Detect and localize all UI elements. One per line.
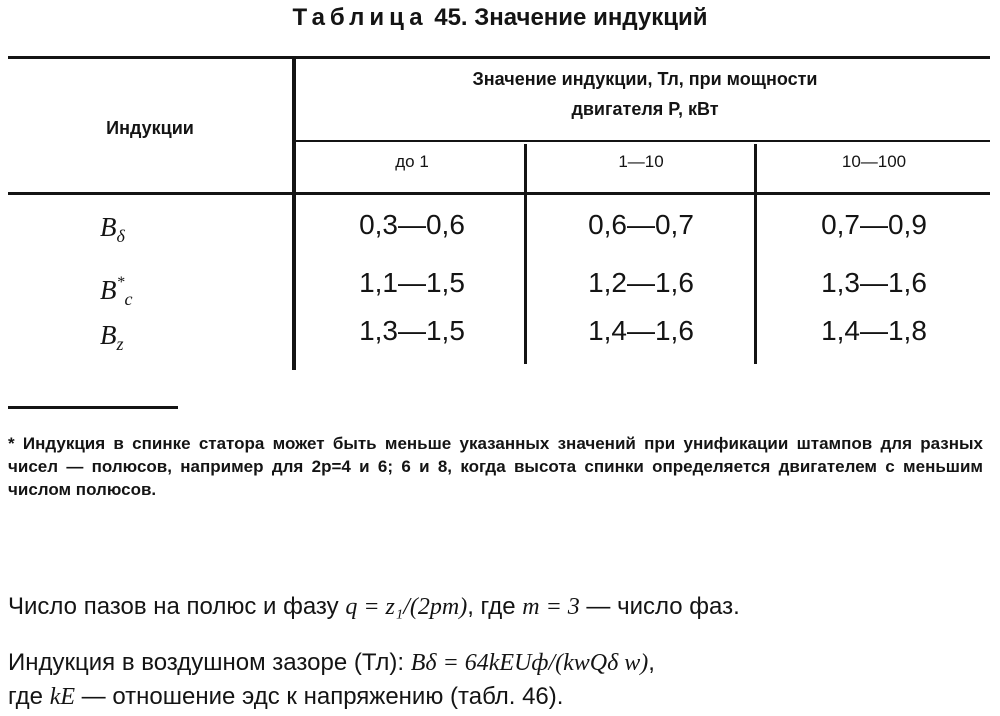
symbol-ke: kE: [49, 684, 76, 710]
table-top-rule: [8, 56, 990, 59]
caption-prefix: Таблица: [292, 4, 428, 31]
text-run: — число фаз.: [579, 593, 740, 620]
caption-rest: 45. Значение индукций: [427, 4, 708, 31]
row-header: Индукции: [106, 118, 194, 138]
column-divider-3: [754, 144, 757, 364]
row-label-b-delta: [100, 212, 210, 251]
row-label-sup: *: [116, 274, 125, 291]
table-cell: 0,3—0,6: [359, 209, 465, 240]
table-cell: 1,3—1,6: [821, 267, 927, 298]
row-label-base: B: [100, 212, 117, 242]
text-run: , где: [467, 593, 523, 620]
power-group-header: [300, 64, 990, 124]
text-run: ,: [648, 649, 655, 676]
row-label-sub: z: [116, 334, 124, 354]
table-bottom-rule: [8, 406, 178, 409]
row-label-base: B: [100, 320, 117, 350]
column-header-10-100: 10—100: [841, 152, 907, 171]
table-cell: 1,4—1,8: [821, 315, 927, 346]
table-cell: 1,3—1,5: [359, 315, 465, 346]
paragraph-air-gap-induction: [8, 646, 983, 680]
column-header-up-to-1: до 1: [395, 152, 429, 171]
row-label-b-z: [100, 320, 210, 359]
text-run: — отношение эдс к напряжению (табл. 46).: [75, 683, 564, 710]
table-caption: [0, 4, 1000, 32]
row-label-sub: c: [124, 289, 133, 309]
text-run: где: [8, 683, 50, 710]
paragraph-slots-per-pole: [8, 590, 983, 624]
table-footnote: * Индукция в спинке статора может быть меньше указанных значений при унификации штампов для разных чисел — полюсов, например для 2p=4 и 6; 6 и 8, когда высота спинки определяется двигателем с меньшим числом полюсов.: [8, 434, 983, 499]
formula-m: m = 3: [522, 594, 580, 620]
table-cell: 1,2—1,6: [588, 267, 694, 298]
header-group-rule: [296, 140, 990, 142]
row-label-base: B: [100, 275, 117, 305]
formula-q: q = z₁/(2pm): [345, 594, 468, 620]
column-divider-2: [524, 144, 527, 364]
table-cell: 1,1—1,5: [359, 267, 465, 298]
text-run: Индукция в воздушном зазоре (Тл):: [8, 649, 411, 676]
table-cell: 0,7—0,9: [821, 209, 927, 240]
header-bottom-rule: [8, 192, 990, 195]
paragraph-ke-definition: [8, 680, 983, 714]
row-label-sub: δ: [116, 226, 125, 246]
first-column-divider: [292, 58, 296, 370]
text-run: Число пазов на полюс и фазу: [8, 593, 346, 620]
power-group-header-line2: двигателя P, кВт: [571, 99, 719, 119]
table-cell: 0,6—0,7: [588, 209, 694, 240]
row-label-b-c: [100, 268, 210, 314]
formula-b-delta: Bδ = 64kEUф/(kwQδ w): [410, 650, 649, 676]
table-cell: 1,4—1,6: [588, 315, 694, 346]
power-group-header-line1: Значение индукции, Тл, при мощности: [472, 69, 818, 89]
column-header-1-10: 1—10: [618, 152, 664, 171]
